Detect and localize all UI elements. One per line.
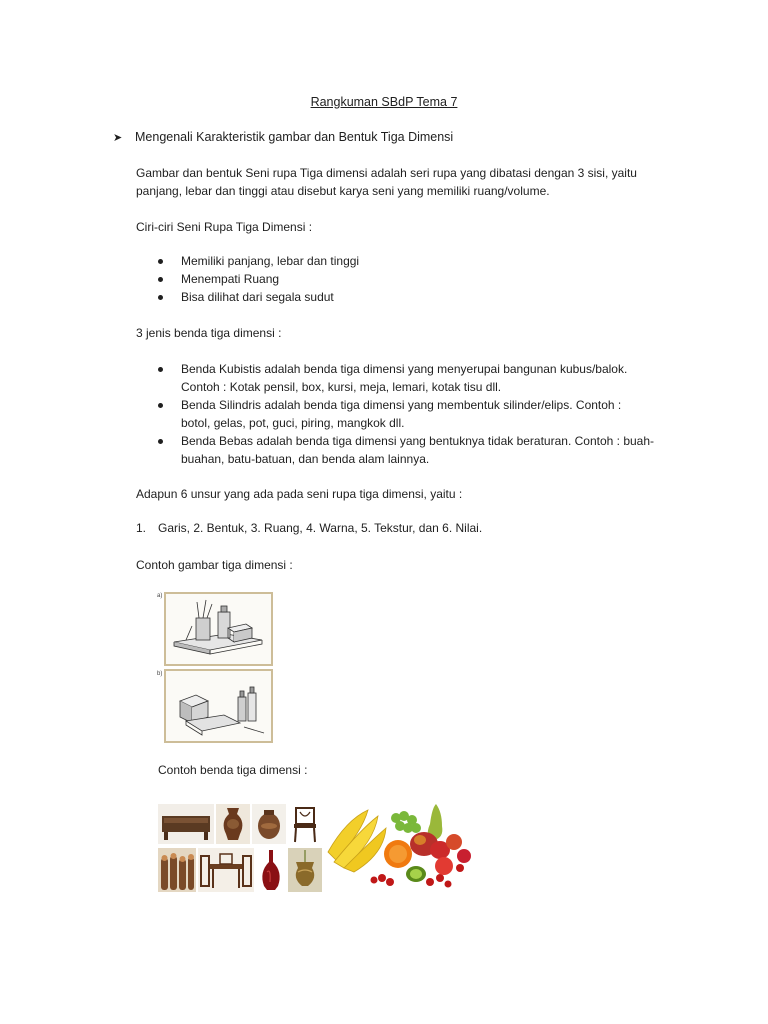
dining-set-icon — [198, 848, 254, 892]
unsur-list — [136, 521, 482, 535]
ciri-list — [136, 252, 696, 306]
bowl-vase-photo — [288, 848, 322, 892]
ciri-heading: Ciri-ciri Seni Rupa Tiga Dimensi : — [136, 220, 313, 234]
list-item-line: buahan, batu-batuan, dan benda alam lainnya. — [181, 452, 430, 466]
sketch-label-b: b) — [157, 671, 163, 677]
list-item — [136, 396, 696, 432]
objects-photo-grid — [158, 804, 322, 892]
sketch-image-a — [164, 592, 273, 666]
intro-line-1: Gambar dan bentuk Seni rupa Tiga dimensi adalah seri rupa yang dibatasi dengan 3 sisi, yaitu — [136, 166, 637, 180]
wooden-box-icon — [158, 804, 214, 844]
contoh-benda-heading: Contoh benda tiga dimensi : — [158, 763, 308, 777]
arrowhead-bullet-icon: ➤ — [113, 132, 123, 144]
dining-set-photo — [198, 848, 254, 892]
bowl-vase-icon — [288, 848, 322, 892]
intro-line-2: panjang, lebar dan tinggi atau disebut karya seni yang memiliki ruang/volume. — [136, 184, 550, 198]
figurines-photo — [158, 848, 196, 892]
list-item: Menempati Ruang — [136, 270, 696, 288]
contoh-gambar-heading: Contoh gambar tiga dimensi : — [136, 558, 293, 572]
figurines-icon — [158, 848, 196, 892]
list-item — [136, 360, 696, 396]
section-heading — [113, 130, 453, 144]
vase-photo — [216, 804, 250, 844]
sketch-image-b — [164, 669, 273, 743]
list-item: Bisa dilihat dari segala sudut — [136, 288, 696, 306]
vase-icon — [216, 804, 250, 844]
jenis-list — [136, 360, 696, 468]
still-life-sketch-a-icon — [166, 594, 271, 664]
jar-photo — [252, 804, 286, 844]
list-item-line: Benda Kubistis adalah benda tiga dimensi yang menyerupai bangunan kubus/balok. — [181, 362, 628, 376]
unsur-heading: Adapun 6 unsur yang ada pada seni rupa tiga dimensi, yaitu : — [136, 487, 463, 501]
wooden-box-photo — [158, 804, 214, 844]
section-heading-text: Mengenali Karakteristik gambar dan Bentuk Tiga Dimensi — [135, 130, 454, 144]
chair-icon — [288, 804, 322, 844]
jar-icon — [252, 804, 286, 844]
list-item — [136, 432, 696, 468]
unsur-text: Garis, 2. Bentuk, 3. Ruang, 4. Warna, 5. Tekstur, dan 6. Nilai. — [158, 521, 483, 535]
list-item-line: Contoh : Kotak pensil, box, kursi, meja, lemari, kotak tisu dll. — [181, 380, 502, 394]
list-item-line: Benda Silindris adalah benda tiga dimensi yang membentuk silinder/elips. Contoh : — [181, 398, 622, 412]
chair-photo — [288, 804, 322, 844]
intro-paragraph — [136, 164, 676, 200]
list-item-line: botol, gelas, pot, guci, piring, mangkok dll. — [181, 416, 405, 430]
list-number: 1. — [136, 521, 147, 535]
jenis-heading: 3 jenis benda tiga dimensi : — [136, 326, 282, 340]
red-vase-icon — [256, 848, 286, 892]
sketch-label-a: a) — [157, 593, 163, 599]
list-item: Memiliki panjang, lebar dan tinggi — [136, 252, 696, 270]
fruits-photo — [326, 802, 474, 894]
list-item-line: Benda Bebas adalah benda tiga dimensi yang bentuknya tidak beraturan. Contoh : buah- — [181, 434, 655, 448]
page-title: Rangkuman SBdP Tema 7 — [310, 95, 458, 109]
fruits-icon — [326, 802, 474, 894]
still-life-sketch-b-icon — [166, 671, 271, 741]
red-vase-photo — [256, 848, 286, 892]
